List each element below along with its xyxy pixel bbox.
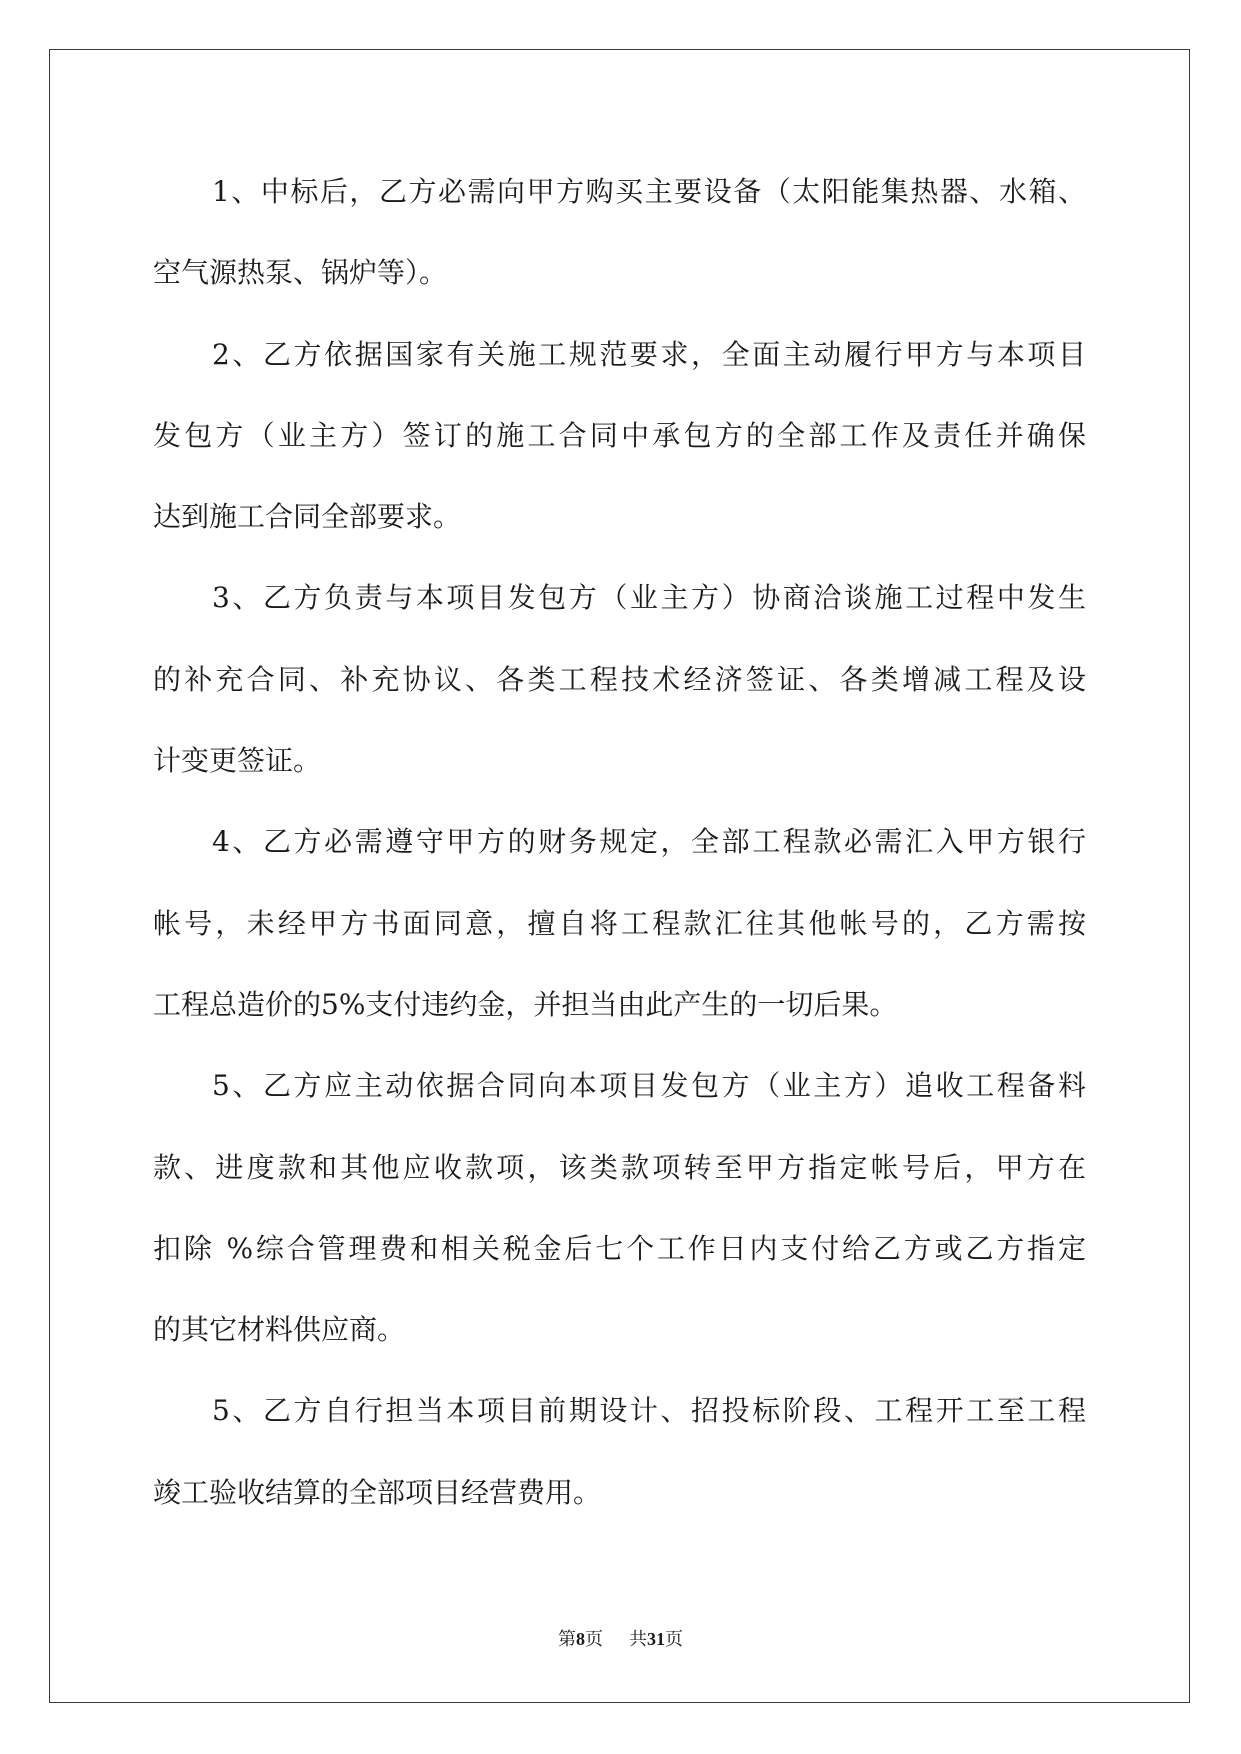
total-pages-prefix: 共	[629, 1629, 647, 1650]
paragraph-line: 帐号，未经甲方书面同意，擅自将工程款汇往其他帐号的，乙方需按	[153, 906, 1086, 940]
paragraph-2	[153, 314, 1086, 558]
page-number-suffix: 页	[585, 1629, 603, 1650]
page-footer	[0, 1626, 1241, 1653]
page-number-prefix: 第	[558, 1629, 576, 1650]
paragraph-line: 的其它材料供应商。	[153, 1313, 406, 1347]
paragraph-line: 发包方（业主方）签订的施工合同中承包方的全部工作及责任并确保	[153, 418, 1086, 452]
document-body	[153, 151, 1086, 1533]
paragraph-line: 的补充合同、补充协议、各类工程技术经济签证、各类增减工程及设	[153, 662, 1086, 696]
paragraph-4	[153, 801, 1086, 1045]
paragraph-line: 计变更签证。	[153, 744, 322, 778]
paragraph-5	[153, 1045, 1086, 1370]
paragraph-line: 4、乙方必需遵守甲方的财务规定，全部工程款必需汇入甲方银行	[212, 825, 1086, 859]
paragraph-line: 1、中标后，乙方必需向甲方购买主要设备（太阳能集热器、水箱、	[212, 175, 1086, 208]
paragraph-line: 扣除 %综合管理费和相关税金后七个工作日内支付给乙方或乙方指定	[153, 1231, 1086, 1265]
paragraph-line: 竣工验收结算的全部项目经营费用。	[153, 1475, 602, 1509]
paragraph-line: 空气源热泵、锅炉等）。	[153, 256, 448, 290]
paragraph-line: 5、乙方应主动依据合同向本项目发包方（业主方）追收工程备料	[212, 1069, 1086, 1103]
total-pages-suffix: 页	[665, 1629, 683, 1650]
paragraph-line: 2、乙方依据国家有关施工规范要求，全面主动履行甲方与本项目	[212, 337, 1086, 371]
paragraph-1	[153, 151, 1086, 314]
paragraph-line: 工程总造价的5%支付违约金，并担当由此产生的一切后果。	[153, 987, 898, 1021]
paragraph-line: 3、乙方负责与本项目发包方（业主方）协商洽谈施工过程中发生	[212, 581, 1086, 615]
paragraph-3	[153, 557, 1086, 801]
total-pages: 31	[647, 1629, 665, 1649]
paragraph-line: 达到施工合同全部要求。	[153, 500, 462, 534]
page-number: 8	[576, 1629, 585, 1649]
paragraph-6	[153, 1370, 1086, 1533]
paragraph-line: 5、乙方自行担当本项目前期设计、招投标阶段、工程开工至工程	[212, 1394, 1086, 1428]
paragraph-line: 款、进度款和其他应收款项，该类款项转至甲方指定帐号后，甲方在	[153, 1150, 1086, 1184]
